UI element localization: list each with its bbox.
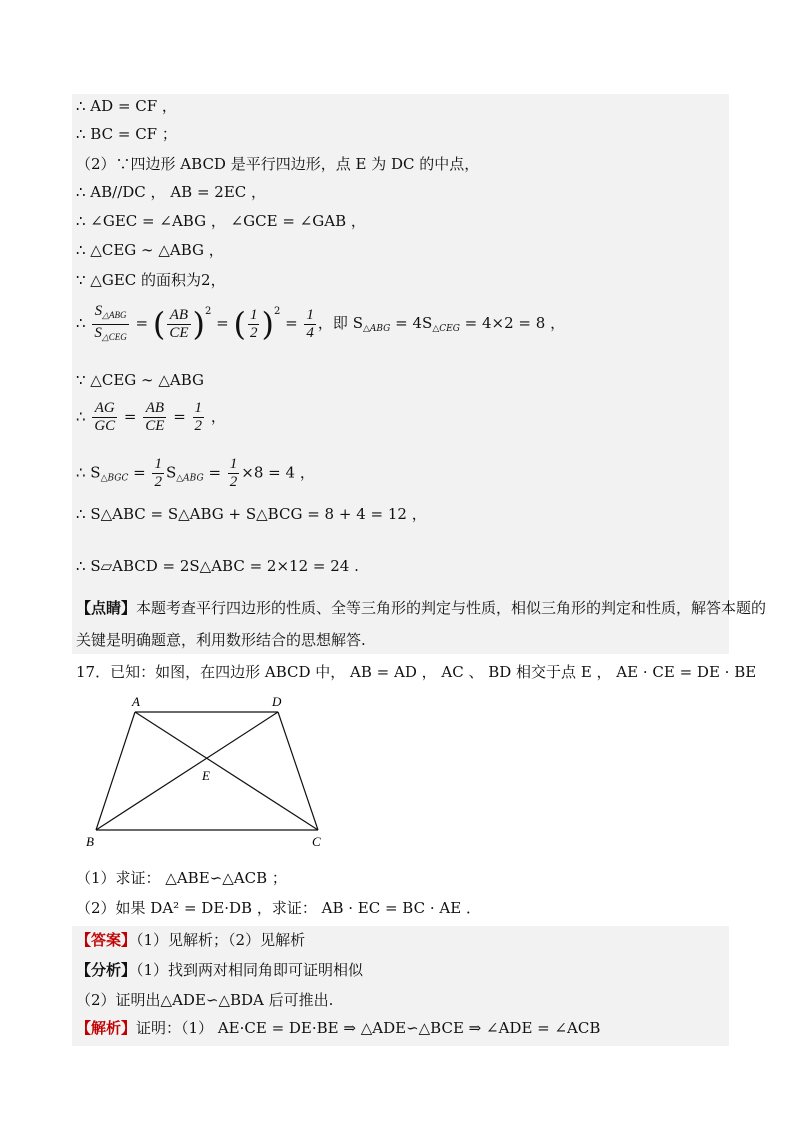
label-C: C [312,834,321,849]
question-2: （2）如果 DA² = DE·DB ，求证： AB · EC = BC · AE ． [76,899,481,917]
label-E: E [202,768,210,783]
solution-line-11: ∴ $S_{\triangle BGC}$ = $\frac{1}{2}$ $S_{\triangle ABG}$ = $\frac{1}{2}$ ×8 = 4 ， [76,456,315,490]
comment-line-2: 关键是明确题意，利用数形结合的思想解答. [76,631,366,649]
explain-line: 【解析】证明：（1） AE·CE = DE·BE ⇒ △ADE∽△BCE ⇒ ∠ADE = ∠ACB [76,1019,601,1037]
label-B: B [86,834,94,849]
solution-line-10: ∴ $\frac{AG}{GC}$ = $\frac{AB}{CE}$ = $\frac{1}{2}$ ， [76,400,226,434]
solution-line-13: ∴ S▱ABCD = 2S△ABC = 2×12 = 24 . [76,557,359,575]
solution-line-3: （2）∵四边形 ABCD 是平行四边形，点 E 为 DC 的中点， [76,155,480,173]
solution-line-ratio: ∴ $\frac{S_{\triangle ABG}}{S_{\triangle CEG}}$ = ( $\frac{AB}{CE}$ )$^2$ = ( $\frac{1}{2}$ )$^2$ = $\frac{1}{4}$ ，即 $S_{\triangle ABG} = 4S_{\triangle CEG} = 4\times 2 = 8$ ， [76,302,566,343]
solution-line-5: ∴ ∠GEC = ∠ABG ， ∠GCE = ∠GAB ， [76,212,366,230]
solution-line-6: ∴ △CEG ∼ △ABG ， [76,241,224,259]
solution-line-12: ∴ S△ABC = S△ABG + S△BCG = 8 + 4 = 12 ， [76,505,427,523]
comment-line-1: 【点睛】本题考查平行四边形的性质、全等三角形的判定与性质，相似三角形的判定和性质，解答本题的 [76,599,767,617]
label-A: A [132,694,140,709]
analysis-line-1: 【分析】（1）找到两对相同角即可证明相似 [76,961,364,979]
analysis-line-2: （2）证明出△ADE∽△BDA 后可推出. [76,991,334,1009]
answer-line: 【答案】（1）见解析；（2）见解析 [76,931,306,949]
solution-line-4: ∴ AB//DC ， AB = 2EC ， [76,183,267,201]
solution-line-1: ∴ AD = CF ， [76,97,177,115]
problem-stem: 17．已知：如图，在四边形 ABCD 中， AB = AD ， AC 、 BD 相交于点 E ， AE · CE = DE · BE [76,663,757,681]
solution-line-9: ∵ △CEG ∼ △ABG [76,371,205,389]
question-1: （1）求证： △ABE∽△ACB ； [76,869,287,887]
quadrilateral-figure [80,690,340,860]
solution-line-7: ∵ △GEC 的面积为2， [76,271,226,289]
label-D: D [272,694,282,709]
solution-line-2: ∴ BC = CF ； [76,125,177,143]
